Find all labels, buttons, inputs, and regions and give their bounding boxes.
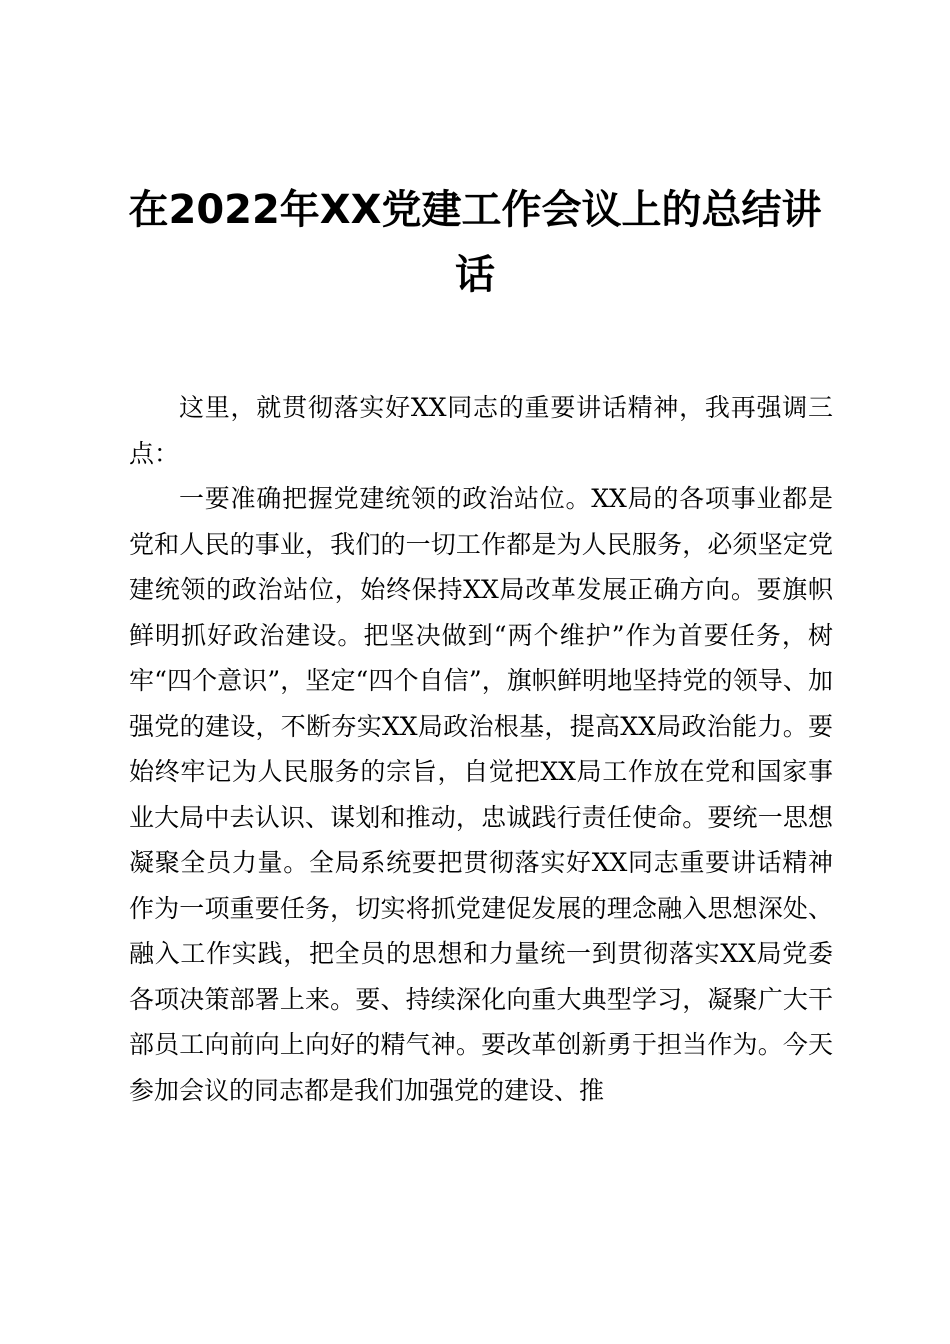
document-body <box>129 385 833 1113</box>
document-title: 在2022年XX党建工作会议上的总结讲话 <box>128 187 822 298</box>
paragraph-point-one: 一要准确把握党建统领的政治站位。XX局的各项事业都是党和人民的事业，我们的一切工作都是为人民服务，必须坚定党建统领的政治站位，始终保持XX局改革发展正确方向。要旗帜鲜明抓好政治建设。把坚决做到“两个维护”作为首要任务，树牢“四个意识”，坚定“四个自信”，旗帜鲜明地坚持党的领导、加强党的建设，不断夯实XX局政治根基，提高XX局政治能力。要始终牢记为人民服务的宗旨，自觉把XX局工作放在党和国家事业大局中去认识、谋划和推动，忠诚践行责任使命。要统一思想凝聚全员力量。全局系统要把贯彻落实好XX同志重要讲话精神作为一项重要任务，切实将抓党建促发展的理念融入思想深处、融入工作实践，把全员的思想和力量统一到贯彻落实XX局党委各项决策部署上来。要、持续深化向重大典型学习，凝聚广大干部员工向前向上向好的精气神。要改革创新勇于担当作为。今天参加会议的同志都是我们加强党的建设、推 <box>129 484 833 1105</box>
paragraph-intro: 这里，就贯彻落实好XX同志的重要讲话精神，我再强调三点： <box>129 393 833 468</box>
